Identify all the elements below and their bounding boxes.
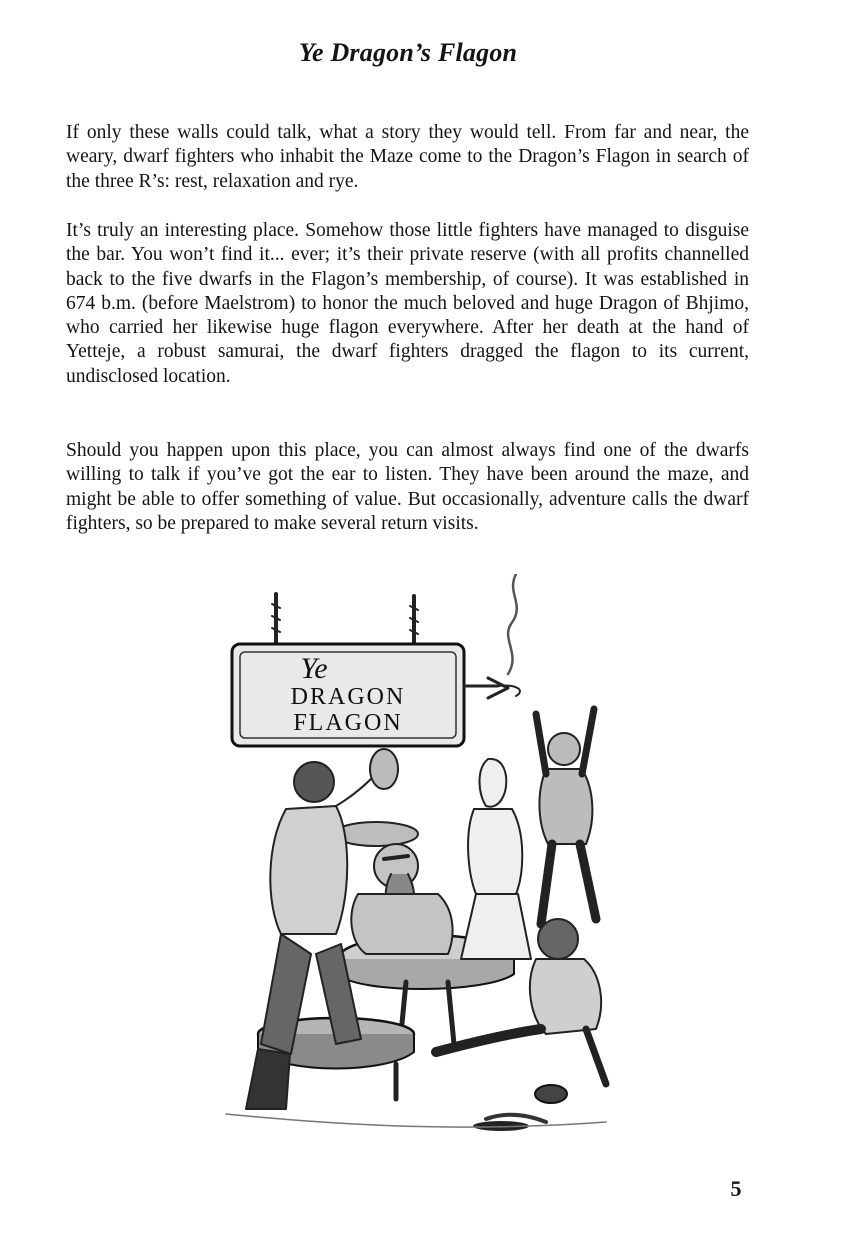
tavern-illustration (186, 574, 632, 1154)
sign-chain-left (272, 594, 280, 644)
page-number: 5 (730, 1176, 742, 1201)
sign-chain-right (410, 596, 418, 646)
sign-text-line-2: DRAGON (290, 684, 406, 710)
eyepatch-dwarf-figure (351, 844, 452, 954)
paragraph-3: Should you happen upon this place, you can almost always find one of the dwarfs willing to talk if you’ve got the ear to listen. They have been around the maze, and might be able to offer something of value. But occasionally, adventure calls the dwarf fighters, so be prepared to make several return visits. (66, 440, 749, 534)
paragraph-2: It’s truly an interesting place. Somehow those little fighters have managed to disguise the bar. You won’t find it... ever; it’s their private reserve (with all profits channelled back to the five dwarfs in the Flagon’s membership, of course). It was established in 674 b.m. (before Maelstrom) to honor the much beloved and huge Dragon of Bhjimo, who carried her likewise huge flagon everywhere. After her death at the hand of Yetteje, a robust samurai, the dwarf fighters dragged the flagon to its current, undisclosed location. (66, 220, 749, 387)
paragraph-1: If only these walls could talk, what a story they would tell. From far and near, the weary, dwarf fighters who inhabit the Maze come to the Dragon’s Flagon in search of the three R’s: rest, relaxation and rye. (66, 122, 749, 192)
cheering-fighter-figure (536, 709, 596, 924)
sign-text-line-1: Ye (300, 652, 328, 685)
spilled-bottle (473, 1085, 567, 1131)
page-title: Ye Dragon’s Flagon (298, 38, 518, 67)
smoke-wisp (508, 574, 517, 674)
serving-woman-figure (461, 759, 531, 959)
floor-shadow (226, 1114, 606, 1127)
sign-text-line-3: FLAGON (293, 710, 403, 736)
